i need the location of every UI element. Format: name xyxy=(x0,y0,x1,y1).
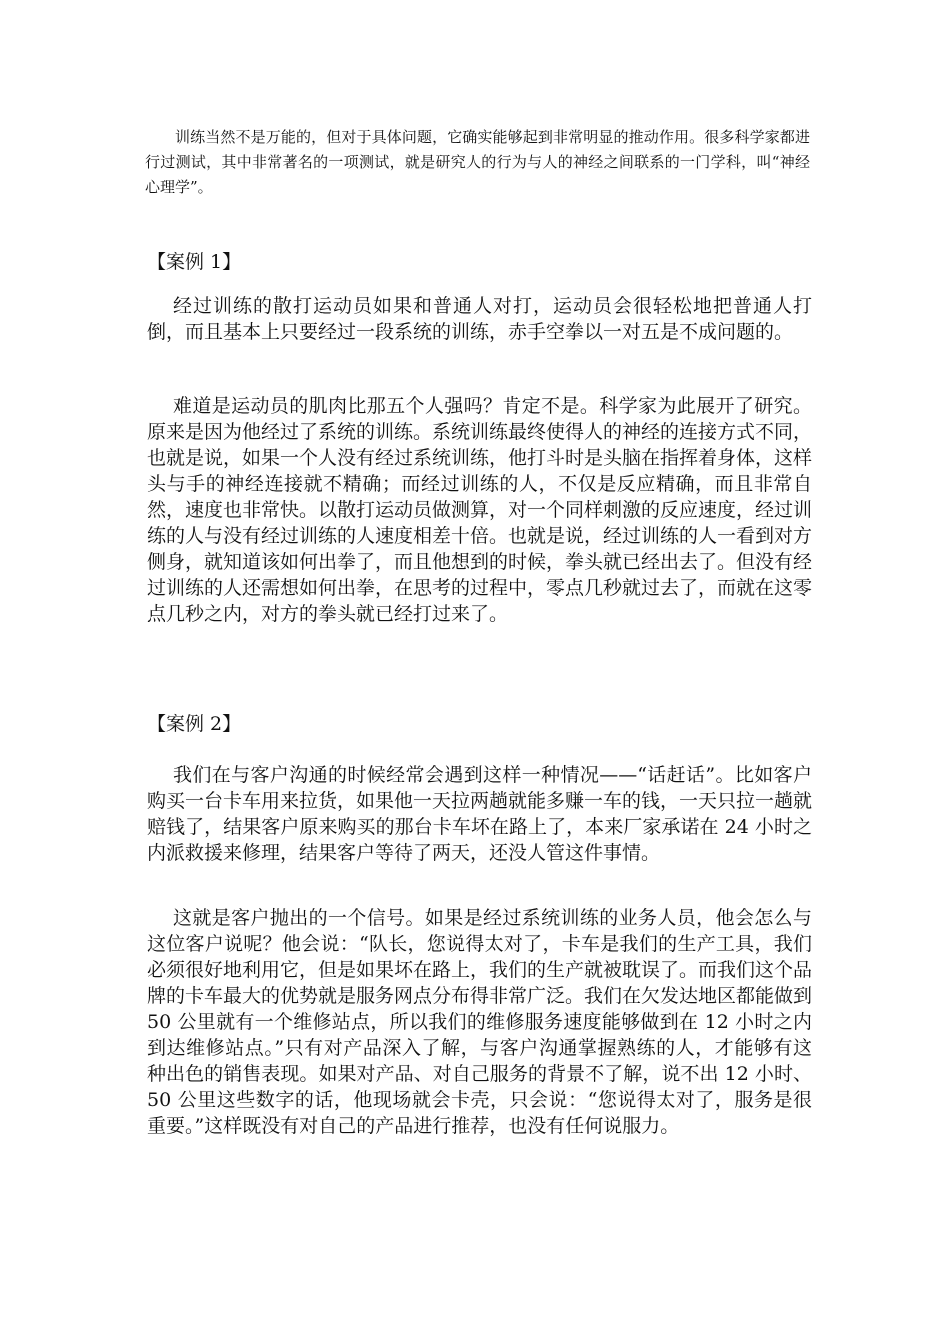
case-1-paragraph-2: 难道是运动员的肌肉比那五个人强吗？肯定不是。科学家为此展开了研究。原来是因为他经过了系统的训练。系统训练最终使得人的神经的连接方式不同，也就是说，如果一个人没有经过系统训练，他打斗时是头脑在指挥着身体，这样头与手的神经连接就不精确；而经过训练的人，不仅是反应精确，而且非常自然，速度也非常快。以散打运动员做测算，对一个同样刺激的反应速度，经过训练的人与没有经过训练的人速度相差十倍。也就是说，经过训练的人一看到对方侧身，就知道该如何出拳了，而且他想到的时候，拳头就已经出去了。但没有经过训练的人还需想如何出拳，在思考的过程中，零点几秒就过去了，而就在这零点几秒之内，对方的拳头就已经打过来了。 xyxy=(147,395,813,625)
case-1-paragraph-1: 经过训练的散打运动员如果和普通人对打，运动员会很轻松地把普通人打倒，而且基本上只要经过一段系统的训练，赤手空拳以一对五是不成问题的。 xyxy=(147,295,812,343)
case-2-paragraph-1: 我们在与客户沟通的时候经常会遇到这样一种情况——“话赶话”。比如客户购买一台卡车用来拉货，如果他一天拉两趟就能多赚一车的钱，一天只拉一趟就赔钱了，结果客户原来购买的那台卡车坏在路上了，本来厂家承诺在 24 小时之内派救援来修理，结果客户等待了两天，还没人管这件事情。 xyxy=(147,764,813,864)
case-2-paragraph-2: 这就是客户抛出的一个信号。如果是经过系统训练的业务人员，他会怎么与这位客户说呢？他会说：“队长，您说得太对了，卡车是我们的生产工具，我们必须很好地利用它，但是如果坏在路上，我们的生产就被耽误了。而我们这个品牌的卡车最大的优势就是服务网点分布得非常广泛。我们在欠发达地区都能做到 50 公里就有一个维修站点，所以我们的维修服务速度能够做到在 12 小时之内到达维修站点。”只有对产品深入了解，与客户沟通掌握熟练的人，才能够有这种出色的销售表现。如果对产品、对自己服务的背景不了解，说不出 12 小时、50 公里这些数字的话，他现场就会卡壳，只会说：“您说得太对了，服务是很重要。”这样既没有对自己的产品进行推荐，也没有任何说服力。 xyxy=(147,907,813,1137)
case-1-heading: 【案例 1】 xyxy=(147,251,242,273)
case-2-heading: 【案例 2】 xyxy=(147,713,242,735)
intro-paragraph: 训练当然不是万能的，但对于具体问题，它确实能够起到非常明显的推动作用。很多科学家都进行过测试，其中非常著名的一项测试，就是研究人的行为与人的神经之间联系的一门学科，叫“神经心理学”。 xyxy=(145,128,810,196)
